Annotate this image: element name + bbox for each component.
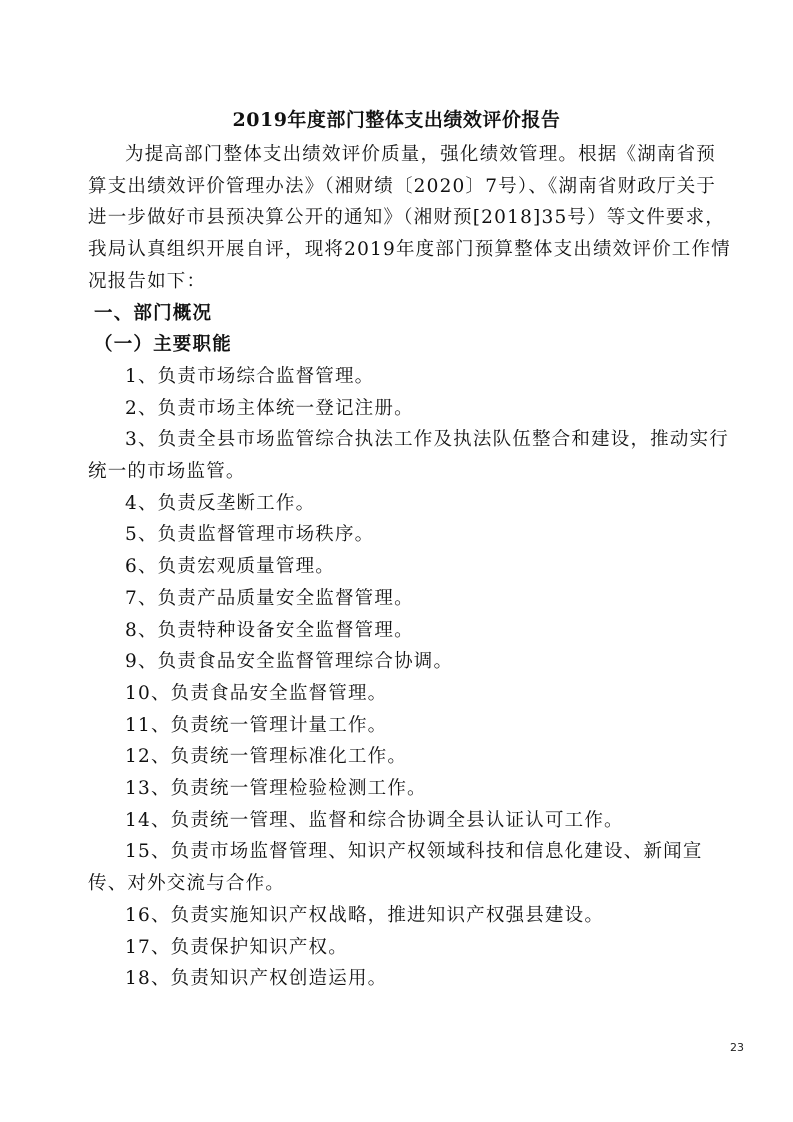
list-item: 10、负责食品安全监督管理。 — [125, 682, 388, 704]
intro-paragraph: 为提高部门整体支出绩效评价质量，强化绩效管理。根据《湖南省预算支出绩效评价管理办法》（湘财绩〔2020〕7号）、《湖南省财政厅关于进一步做好市县预决算公开的通知》（湘财预[2018]35号）等文件要求，我局认真组织开展自评，现将2019年度部门预算整体支出绩效评价工作情况报告如下： — [88, 144, 731, 292]
list-item: 17、负责保护知识产权。 — [125, 936, 348, 958]
section-heading: 一、部门概况 — [94, 302, 213, 324]
list-item: 5、负责监督管理市场秩序。 — [125, 524, 375, 546]
list-item: 11、负责统一管理计量工作。 — [125, 714, 388, 736]
list-item: 3、负责全县市场监管综合执法工作及执法队伍整合和建设，推动实行统一的市场监管。 — [88, 429, 729, 483]
list-item: 4、负责反垄断工作。 — [125, 492, 316, 514]
list-item: 14、负责统一管理、监督和综合协调全县认证认可工作。 — [125, 809, 624, 831]
list-item: 6、负责宏观质量管理。 — [125, 556, 335, 578]
list-item: 8、负责特种设备安全监督管理。 — [125, 619, 414, 641]
page-number: 23 — [730, 1041, 744, 1054]
list-item: 13、负责统一管理检验检测工作。 — [125, 778, 427, 800]
list-item: 7、负责产品质量安全监督管理。 — [125, 587, 414, 609]
list-item: 12、负责统一管理标准化工作。 — [125, 746, 408, 768]
list-item: 15、负责市场监督管理、知识产权领域科技和信息化建设、新闻宣传、对外交流与合作。 — [88, 841, 703, 895]
document-body — [88, 139, 733, 995]
list-item: 1、负责市场综合监督管理。 — [125, 365, 375, 387]
list-item: 2、负责市场主体统一登记注册。 — [125, 397, 414, 419]
list-item: 9、负责食品安全监督管理综合协调。 — [125, 651, 454, 673]
list-item: 18、负责知识产权创造运用。 — [125, 968, 388, 990]
list-item: 16、负责实施知识产权战略，推进知识产权强县建设。 — [125, 904, 605, 926]
subsection-heading: （一）主要职能 — [94, 334, 232, 356]
document-title: 2019年度部门整体支出绩效评价报告 — [232, 109, 561, 131]
